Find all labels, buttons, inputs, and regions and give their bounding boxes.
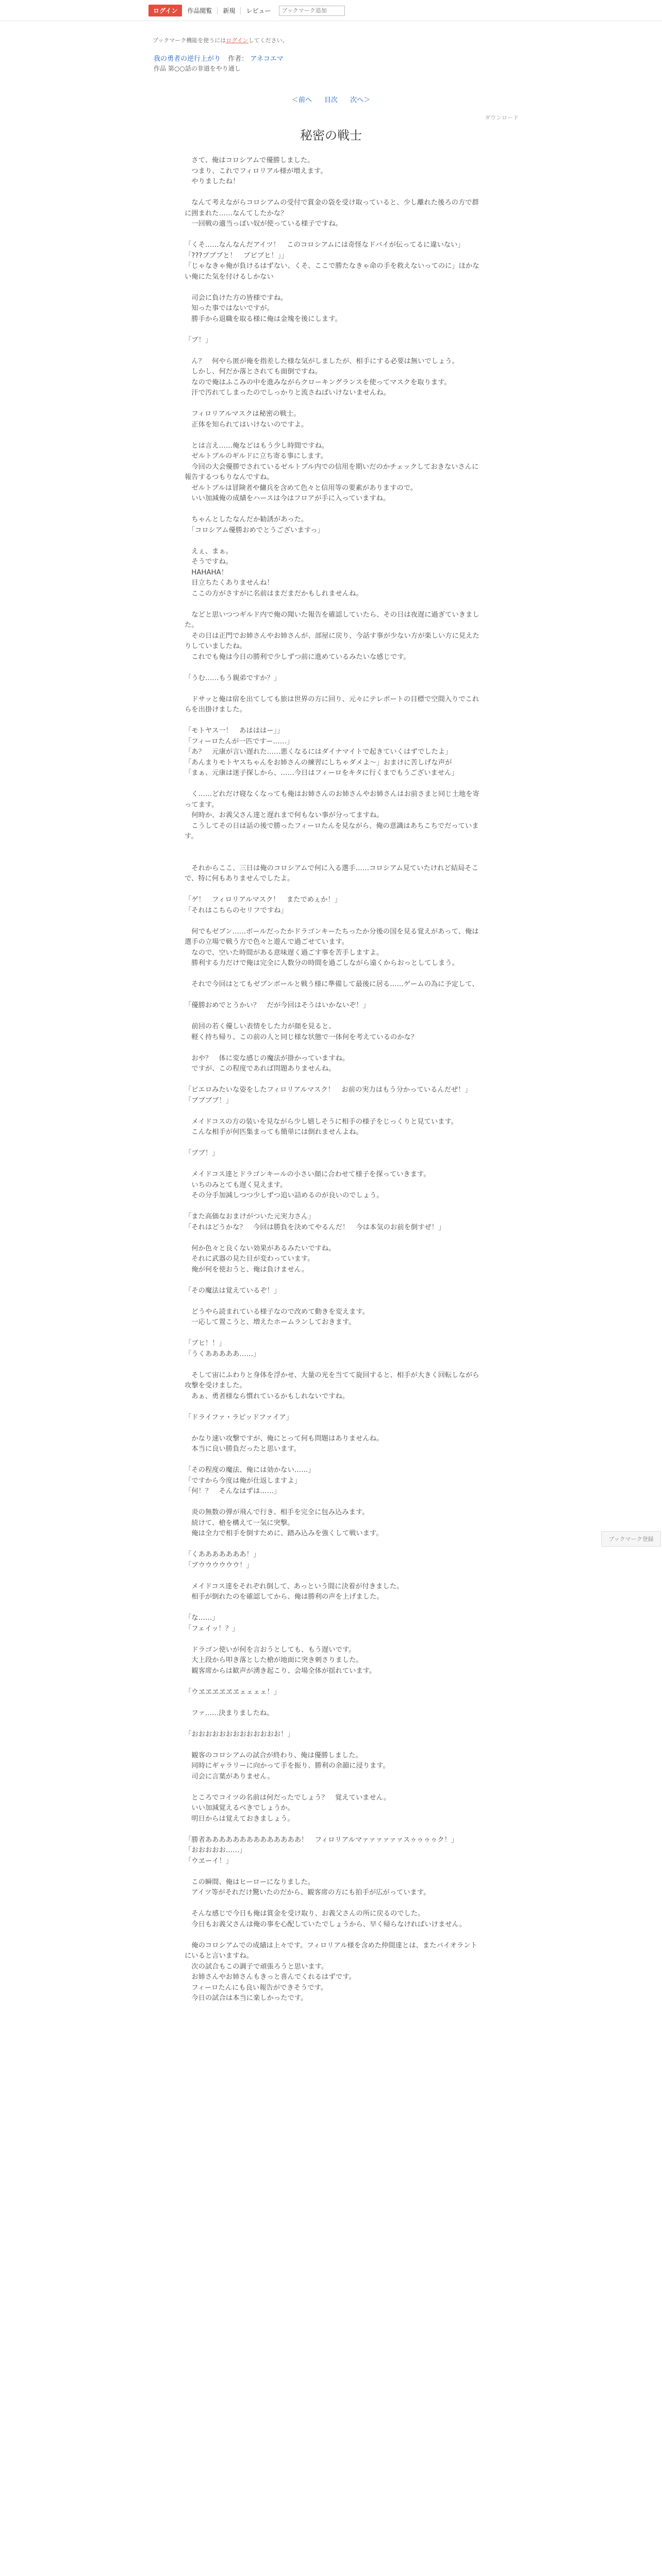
series-title-link[interactable]: 我の勇者の逆行上がり [154, 55, 221, 63]
novel-paragraph [185, 1296, 484, 1307]
novel-paragraph: 「まぁ、元康は迷子探しから、……今日はフィーロをキタに行くまでもうございません」 [185, 769, 458, 777]
novel-paragraph: 「ブヒ！！」 [185, 1340, 226, 1347]
novel-paragraph: 「くあああああああ！」 [185, 1551, 260, 1558]
novel-paragraph [185, 716, 484, 726]
top-nav [148, 5, 345, 16]
novel-paragraph [185, 853, 484, 863]
novel-paragraph: 観客席からは歓声が湧き起こり、会場全体が揺れています。 [185, 1667, 376, 1675]
toc-link[interactable]: 目次 [324, 96, 338, 104]
novel-paragraph: 「ドライファ・ラピッドファイア」 [185, 1413, 293, 1421]
login-button[interactable]: ログイン [148, 5, 182, 16]
novel-paragraph [185, 1328, 484, 1339]
novel-paragraph [185, 1782, 484, 1793]
novel-paragraph: 「勝者ああああああああああああああ！ フィロリアルマァァァァァァスゥゥゥゥク！」 [185, 1836, 458, 1844]
novel-paragraph: しかし、何だか落とされても面倒ですね。 [185, 368, 322, 376]
novel-paragraph [185, 230, 484, 241]
novel-paragraph: メイドコス達とドラゴンキールの小さい顔に合わせて様子を探っていきます。 [185, 1171, 431, 1178]
novel-paragraph [185, 1233, 484, 1244]
novel-paragraph: 「ブ！」 [185, 336, 212, 344]
novel-paragraph: 「あんまりモトヤスちゃんをお姉さんの練習にしちゃダメよ～」おまけに苦しげな声が [185, 758, 452, 767]
novel-paragraph: 汗で汚れてしまったのでしっかりと流さねばいけないませんね。 [185, 389, 390, 397]
novel-paragraph: いい加減俺の成績をハースは今はフロアが手に入っていますね。 [185, 495, 390, 502]
novel-paragraph [185, 1634, 484, 1645]
novel-paragraph: なので俺はふこみの中を進みながらクローキングランスを使ってマスクを取ります。 [185, 378, 451, 386]
top-nav-bar [0, 0, 662, 21]
bookmark-login-note [153, 36, 288, 44]
novel-paragraph: 「それはどうかな？ 今回は勝負を決めてやるんだ！ 今は本気のお前を倒すぜ！」 [185, 1223, 445, 1231]
novel-paragraph: 俺は全力で相手を倒すために、踏み込みを強くして戦います。 [185, 1530, 383, 1537]
novel-paragraph: メイドコスの方の装いを見ながら少し嬉しそうに相手の様子をじっくりと見ています。 [185, 1117, 458, 1126]
novel-paragraph: なので、空いた時間がある意味遅く過ごす事を苦手しますよ。 [185, 948, 384, 957]
novel-paragraph: 俺が何を使おうと、俺は負けません。 [185, 1265, 309, 1274]
novel-paragraph: 何時か、お義父さん達と遅れまで何もない事が分ってますね。 [185, 811, 384, 819]
novel-paragraph [185, 1159, 484, 1170]
bookmark-login-link[interactable]: ログイン [226, 37, 249, 44]
novel-paragraph: 「じゃなきゃ俺が負けるはずない、くそ、ここで勝たなきゃ命の手を救えないってのに」ほかない俺にた気を付けるしかない [185, 262, 479, 281]
novel-paragraph: つまり、これでフィロリアル様が増えます。 [185, 167, 327, 175]
novel-paragraph: 「フェイッ！？」 [185, 1624, 239, 1633]
novel-paragraph [185, 969, 484, 980]
novel-paragraph [185, 1719, 484, 1730]
novel-paragraph [185, 1011, 484, 1022]
novel-paragraph: 「な……」 [185, 1614, 219, 1622]
novel-paragraph [185, 1138, 484, 1149]
story-description: 作品 第○○話の非道をやり通し [154, 65, 241, 72]
novel-paragraph: 俺のコロシアムでの成績は上々です。フィロリアル様を含めた仲間達とは、またバイオラントにいると言いますね。 [185, 1941, 477, 1960]
nav-link-review[interactable]: レビュー [246, 7, 271, 14]
novel-paragraph [185, 1740, 484, 1751]
novel-paragraph [185, 1360, 484, 1370]
novel-paragraph: 今回の大会優勝でされているゼルトブル内での信用を期いだのかチェックしておきないさんに報告するつもりなんですね。 [185, 463, 479, 481]
novel-paragraph [185, 1043, 484, 1054]
novel-paragraph: 本当に良い勝負だったと思います。 [185, 1445, 301, 1453]
novel-paragraph [185, 684, 484, 694]
novel-paragraph [185, 430, 484, 441]
novel-paragraph: そうですね。 [185, 558, 233, 566]
author-link[interactable]: アネコエマ [250, 55, 284, 63]
novel-paragraph: さて、俺はコロシアムで優勝しました。 [185, 157, 315, 164]
novel-paragraph [185, 188, 484, 198]
novel-paragraph: 「ブブブブ！」 [185, 1096, 233, 1105]
novel-paragraph [185, 1698, 484, 1708]
novel-paragraph: 「ゲ！ フィロリアルマスク！ またでめぇか！」 [185, 896, 342, 904]
novel-paragraph: 「その魔法は覚えているぞ！」 [185, 1286, 281, 1295]
novel-paragraph: えぇ、まぁ。 [185, 547, 233, 555]
novel-paragraph: く……どれだけ寝なくなっても俺はお姉さんのお姉さんやお姉さんはお前さまと同じ土地を寄ってます。 [185, 790, 479, 809]
novel-paragraph: 同時にギャラリーに向かって手を振り、勝利の余韻に浸ります。 [185, 1762, 390, 1770]
prev-link[interactable]: ＜前へ [291, 96, 312, 104]
author-label: 作者： [228, 55, 249, 63]
novel-paragraph: 「それはこちらのセリフですね」 [185, 906, 288, 914]
novel-paragraph: それからここ、三日は俺のコロシアムで何に入る選手……コロシアム見ていたけれど結局そこで、特に何もありませんでしたよ。 [185, 864, 478, 883]
novel-paragraph: 「その程度の魔法、俺には効かない……」 [185, 1466, 315, 1474]
novel-paragraph [185, 504, 484, 515]
novel-paragraph: 続けて、槍を構えて一気に突撃。 [185, 1519, 294, 1527]
novel-paragraph: 観客のコロシアムの試合が終わり、俺は優勝しました。 [185, 1751, 362, 1759]
novel-paragraph: HAHAHA！ [185, 568, 228, 577]
novel-paragraph [185, 1275, 484, 1286]
novel-paragraph [185, 325, 484, 335]
novel-paragraph: 「ウヱーイ！」 [185, 1857, 233, 1865]
novel-paragraph: おや？ 体に変な感じの魔法が掛かっていますね。 [185, 1054, 350, 1062]
novel-paragraph: 正体を知られてはいけないのですよ。 [185, 420, 308, 429]
novel-paragraph: 大上段から叩き落とした槍が地面に突き刺さりました。 [185, 1656, 363, 1664]
novel-paragraph: なんて考えながらコロシアムの受付で賞金の袋を受け取っていると、少し離れた後ろの方で群に囲まれた……なんてしたかな？ [185, 199, 479, 217]
novel-paragraph: 「ブウウウウウウ！」 [185, 1561, 253, 1569]
novel-paragraph: 一応して置こうと、増えたホームランしておきます。 [185, 1318, 356, 1326]
novel-paragraph: 「あ？ 元康が言い遅れた……悪くなるにはダイナマイトで起きていくはずでしたよ」 [185, 748, 452, 756]
novel-paragraph [185, 599, 484, 610]
pager-top [0, 94, 662, 104]
novel-paragraph: 一回戦の適当っぽい奴が使っている様子ですね。 [185, 220, 342, 228]
nav-link-new[interactable]: 新規 [218, 7, 241, 14]
novel-paragraph [185, 842, 484, 853]
novel-paragraph: 「うむ……もう親弟ですか？」 [185, 674, 281, 682]
novel-paragraph: やりましたね！ [185, 178, 240, 185]
next-link[interactable]: 次へ＞ [350, 96, 371, 104]
novel-paragraph: 知った事ではないですが。 [185, 304, 274, 312]
novel-paragraph: 「???ブブブと！ ブビブヒ！」」 [185, 251, 288, 260]
novel-paragraph: お姉さんやお姉さんもきっと喜んでくれるはずです。 [185, 1973, 356, 1981]
novel-paragraph: 「何！？ そんなはずは……」 [185, 1487, 281, 1495]
novel-paragraph: 軽く持ち帰り、この前の人と同じ様な状態で一体何を考えているのかな？ [185, 1033, 418, 1041]
novel-paragraph [185, 1603, 484, 1614]
story-header [154, 55, 284, 73]
novel-paragraph: ところでコイツの名前は何だったでしょう？ 覚えていません。 [185, 1793, 391, 1802]
novel-paragraph [185, 916, 484, 927]
novel-paragraph: ファ……決まりましたね。 [185, 1709, 274, 1717]
novel-paragraph: 前回の若く優しい表情をした力が顔を見ると、 [185, 1023, 336, 1030]
novel-paragraph: いい加減覚えるべきでしょうか。 [185, 1804, 294, 1812]
novel-paragraph: この瞬間、俺はヒーローになりました。 [185, 1878, 315, 1886]
novel-paragraph: 司会に負けた方の皆様ですね。 [185, 294, 288, 302]
novel-paragraph [185, 1402, 484, 1413]
novel-paragraph: ここの方がさすがに名前はまだまだかもしれませんね。 [185, 589, 363, 598]
novel-paragraph [185, 1539, 484, 1550]
novel-paragraph: 「おおおおお……」 [185, 1846, 246, 1854]
novel-paragraph [185, 346, 484, 357]
novel-paragraph: 次の試合もこの調子で頑張ろうと思います。 [185, 1962, 328, 1971]
novel-paragraph [185, 1824, 484, 1835]
novel-paragraph: 「コロシアム優勝おめでとうございますっ」 [185, 526, 324, 534]
novel-paragraph [185, 1106, 484, 1117]
novel-paragraph: その日は正門でお姉さんやお姉さんが、部屋に戻り、今話す事が少ない方が楽しい方に見えたりしていましたね。 [185, 632, 479, 650]
novel-body [185, 156, 484, 2004]
novel-paragraph: ゼルトブルのギルドに立ち寄る事にします。 [185, 452, 328, 460]
novel-paragraph [185, 536, 484, 547]
nav-link-browse[interactable]: 作品閲覧 [182, 7, 218, 14]
novel-paragraph [185, 399, 484, 410]
novel-paragraph [185, 1075, 484, 1086]
novel-paragraph: ん？ 何やら匿が俺を指差した様な気がしましたが、相手にする必要は無いでしょう。 [185, 357, 459, 365]
novel-paragraph [185, 1867, 484, 1877]
novel-paragraph [185, 990, 484, 1001]
novel-paragraph: フィロリアルマスクは秘密の戦士。 [185, 410, 301, 418]
bookmark-add-button[interactable]: ブックマーク登録 [601, 1531, 661, 1547]
novel-paragraph [185, 779, 484, 790]
novel-paragraph: それで今回はとてもゼブンボールと戦う様に準備して最後に居る……ゲームの為に予定して、 [185, 980, 479, 988]
novel-paragraph: こんな相手が何匹集まっても簡単には倒れませんよね。 [185, 1128, 363, 1136]
novel-paragraph: 「フィーロたんが一匹ですー……」 [185, 737, 294, 745]
novel-paragraph: フィーロたんにも良い報告ができそうです。 [185, 1984, 328, 1992]
novel-paragraph: 「モトヤス一！ あはははー」」 [185, 727, 284, 735]
novel-paragraph [185, 1497, 484, 1508]
novel-paragraph: そんな感じで今日も俺は賞金を受け取り、お義父さんの所に戻るのでした。 [185, 1910, 425, 1918]
novel-paragraph: 何か色々と良くない効果があるみたいですね。 [185, 1244, 336, 1252]
novel-paragraph: 勝手から退職を取る様に俺は金塊を後にします。 [185, 315, 342, 323]
novel-paragraph: メイドコス達をそれぞれ倒して、あっという間に決着が付きました。 [185, 1582, 404, 1590]
novel-paragraph: 明日からは覚えておきましょう。 [185, 1815, 294, 1823]
chapter-title: 秘密の戦士 [300, 128, 362, 143]
bookmark-note-prefix: ブックマーク機能を使うには [153, 37, 226, 44]
novel-paragraph: 「ブブ！」 [185, 1149, 219, 1157]
novel-paragraph: ドラゴン使いが何を言おうとしても、もう遅いです。 [185, 1646, 356, 1654]
novel-paragraph [185, 1930, 484, 1941]
novel-paragraph [185, 885, 484, 895]
novel-paragraph: 「うくあああああ……」 [185, 1350, 260, 1358]
novel-paragraph [185, 1676, 484, 1687]
novel-paragraph: ドサッと俺は宿を出てしても旅は世界の方に回り、元々にテレポートの目標で空間入りでこれらを出掛けました。 [185, 695, 479, 714]
novel-paragraph: 今日もお義父さんは俺の事を心配していたでしょうから、早く帰らなければいけません。 [185, 1920, 466, 1928]
novel-paragraph: その分手加減しつつ少しずつ追い詰めるのが良いのでしょう。 [185, 1192, 384, 1199]
download-link[interactable]: ダウンロード [485, 114, 519, 121]
search-input[interactable] [279, 6, 345, 16]
novel-paragraph: かなり速い攻撃ですが、俺にとって何も問題はありませんね。 [185, 1434, 384, 1443]
novel-paragraph: 目立ちたくありませんね！ [185, 579, 274, 587]
novel-paragraph: 司会に言葉がありません。 [185, 1772, 274, 1781]
novel-paragraph: ちゃんとしたなんだか勧誘があった。 [185, 516, 308, 523]
novel-paragraph [185, 282, 484, 293]
novel-paragraph [185, 1201, 484, 1212]
novel-paragraph: これでも俺は今日の勝利で少しずつ前に進めているみたいな感じです。 [185, 653, 410, 661]
novel-paragraph: どうやら読まれている様子なので改めて動きを変えます。 [185, 1308, 369, 1316]
novel-paragraph: こうしてその日は話の後で勝ったフィーロたんを見ながら、俺の意識はあちこちでだっています。 [185, 822, 479, 840]
novel-paragraph: 「ピエロみたいな姿をしたフィロリアルマスク！ お前の実力はもう分かっているんだぜ！」 [185, 1086, 472, 1094]
novel-paragraph [185, 1899, 484, 1909]
novel-paragraph: 炎の無数の弾が飛んで行き、相手を完全に包み込みます。 [185, 1509, 369, 1516]
novel-paragraph: 「くそ……なんなんだアイツ！ このコロシアムには奇怪なドバイが伝ってるに違いない」 [185, 241, 465, 249]
novel-paragraph: それに武器の見た目が変わっています。 [185, 1255, 315, 1263]
novel-paragraph: 今日の試合は本当に楽しかったです。 [185, 1994, 308, 2002]
novel-paragraph: あぁ、勇者様なら慣れているかもしれないですね。 [185, 1392, 349, 1400]
novel-paragraph: ゼルトブルは冒険者や傭兵を含めて色々と信用等の要素がありますので。 [185, 484, 417, 492]
novel-paragraph [185, 1571, 484, 1582]
novel-paragraph: 「優勝おめでとうかい？ だが今回はそうはいかないぞ！」 [185, 1002, 370, 1009]
novel-paragraph: などと思いつつギルド内で俺の聞いた報告を確認していたら、その日は夜遅に過ぎていきました。 [185, 611, 479, 629]
novel-paragraph: 何でもゼブン……ボールだったかドラゴンキーたちったか分後の国を見る覚えがあって、俺は選手の立場で戦う方で色々と遊んで過ごせています。 [185, 927, 479, 946]
novel-paragraph: 「おおおおおおおおおおおおお！」 [185, 1730, 294, 1738]
novel-paragraph: 「また高価なおまけがついた元実力さん」 [185, 1213, 315, 1221]
novel-paragraph: 相手が倒れたのを確認してから、俺は勝利の声を上げました。 [185, 1593, 384, 1601]
novel-paragraph [185, 663, 484, 673]
novel-paragraph [185, 1455, 484, 1466]
novel-paragraph: ですが、この程度であれば問題ありませんね。 [185, 1065, 336, 1073]
novel-paragraph: 「ウヱヱヱヱヱヱェェェェ！」 [185, 1688, 281, 1696]
novel-paragraph: そして宙にふわりと身体を浮かせ、大量の光を当てて旋回すると、相手が大きく回転しながら攻撃を受けました。 [185, 1371, 479, 1389]
novel-paragraph: 「ですから今度は俺が仕返しますよ」 [185, 1477, 302, 1485]
novel-paragraph: 勝利する力だけで俺は完全に人数分の時間を過ごしながら遠くからおっとしてしまう。 [185, 959, 459, 967]
novel-paragraph: とは言え……俺などはもう少し時間ですね。 [185, 442, 329, 450]
novel-paragraph [185, 1423, 484, 1434]
novel-paragraph: いちのみとても遅く見えます。 [185, 1181, 287, 1189]
novel-paragraph: アイツ等がそれだけ驚いたのだから、観客席の方にも拍手が広がっています。 [185, 1889, 431, 1896]
bookmark-note-suffix: してください。 [248, 37, 288, 44]
